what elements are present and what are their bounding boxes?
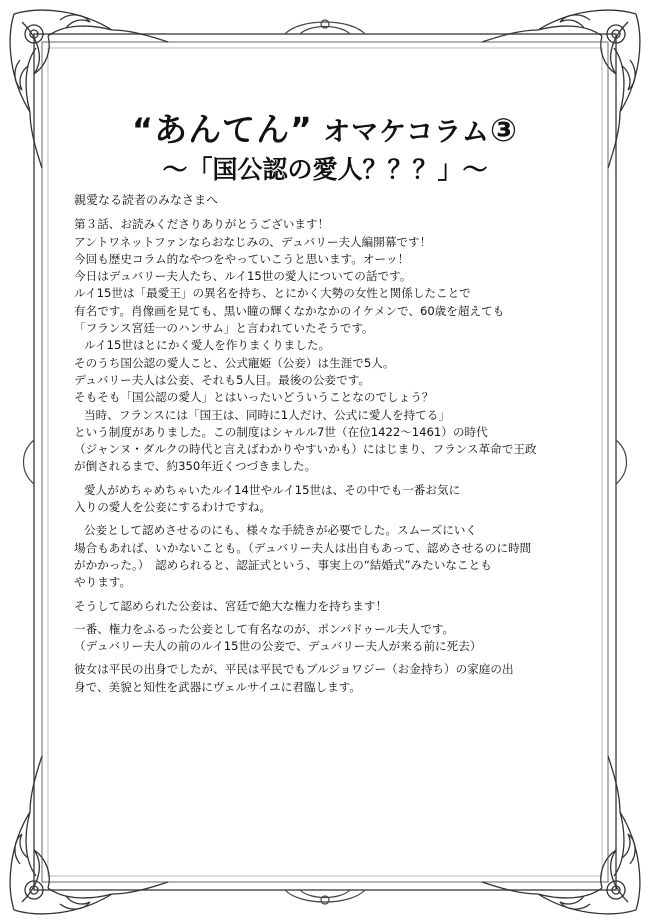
text-line: 当時、フランスには「国王は、同時に1人だけ、公式に愛人を持てる」 bbox=[84, 407, 450, 422]
title-number: ③ bbox=[489, 111, 518, 149]
column-body bbox=[74, 192, 582, 696]
text-line: そのうち国公認の愛人こと、公式寵姫（公妾）は生涯で5人。 bbox=[74, 355, 395, 370]
text-line: がかかった。） 認められると、認証式という、事実上の“結婚式”みたいなことも bbox=[74, 557, 492, 572]
column-subtitle: 〜「国公認の愛人？？？」〜 bbox=[162, 155, 488, 184]
text-line: そうして認められた公妾は、宮廷で絶大な権力を持ちます！ bbox=[74, 598, 388, 613]
text-line: 身で、美貌と知性を武器にヴェルサイユに君臨します。 bbox=[74, 679, 361, 694]
text-line: 今日はデュバリー夫人たち、ルイ15世の愛人についての話です。 bbox=[74, 269, 412, 284]
text-line: 公妾として認めさせるのにも、様々な手続きが必要でした。スムーズにいく bbox=[84, 523, 478, 538]
text-line: 彼女は平民の出身でしたが、平民は平民でもブルジョワジー（お金持ち）の家庭の出 bbox=[74, 662, 514, 677]
text-line: 場合もあれば、いかないことも。（デュバリー夫人は出自もあって、認めさせるのに時間 bbox=[74, 540, 532, 555]
greeting: 親愛なる読者のみなさまへ bbox=[74, 193, 219, 207]
text-line: 一番、権力をふるった公妾として有名なのが、ポンパドゥール夫人です。 bbox=[74, 621, 455, 636]
text-line: （デュバリー夫人の前のルイ15世の公妾で、デュバリー夫人が来る前に死去） bbox=[74, 639, 482, 654]
text-line: 有名です。肖像画を見ても、黒い瞳の輝くなかなかのイケメンで、60歳を超えても bbox=[74, 303, 505, 318]
text-line: やります。 bbox=[74, 575, 132, 590]
text-line: （ジャンヌ・ダルクの時代と言えばわかりやすいかも）にはじまり、フランス革命で王政 bbox=[74, 442, 537, 457]
text-line: デュバリー夫人は公妾、それも5人目。最後の公妾です。 bbox=[74, 372, 370, 387]
title-quote: “ bbox=[132, 111, 155, 149]
text-line: 愛人がめちゃめちゃいたルイ14世やルイ15世は、その中でも一番お気に bbox=[84, 482, 461, 497]
text-line: 第３話、お読みくださりありがとうございます！ bbox=[74, 217, 330, 232]
text-line: 今回も歴史コラム的なやつをやっていこうと思います。オーッ！ bbox=[74, 251, 410, 266]
text-line: ルイ15世はとにかく愛人を作りまくりました。 bbox=[84, 338, 331, 353]
text-line: 入りの愛人を公妾にするわけですね。 bbox=[74, 500, 272, 515]
column-title bbox=[0, 104, 650, 151]
text-line: ルイ15世は「最愛王」の異名を持ち、とにかく大勢の女性と関係したことで bbox=[74, 286, 471, 301]
text-line: アントワネットファンならおなじみの、デュバリー夫人編開幕です！ bbox=[74, 234, 432, 249]
text-line: が倒されるまで、約350年近くつづきました。 bbox=[74, 459, 317, 474]
text-line: という制度がありました。この制度はシャルル7世（在位1422〜1461）の時代 bbox=[74, 424, 488, 439]
title-main: あんてん” bbox=[154, 110, 313, 149]
frame-top-ornament bbox=[285, 20, 365, 34]
text-line: 「フランス宮廷一のハンサム」と言われていたそうです。 bbox=[74, 321, 374, 336]
frame-bottom-ornament bbox=[285, 890, 365, 904]
title-omake: オマケコラム bbox=[312, 117, 490, 148]
text-line: そもそも「国公認の愛人」とはいったいどういうことなのでしょう？ bbox=[74, 390, 434, 405]
